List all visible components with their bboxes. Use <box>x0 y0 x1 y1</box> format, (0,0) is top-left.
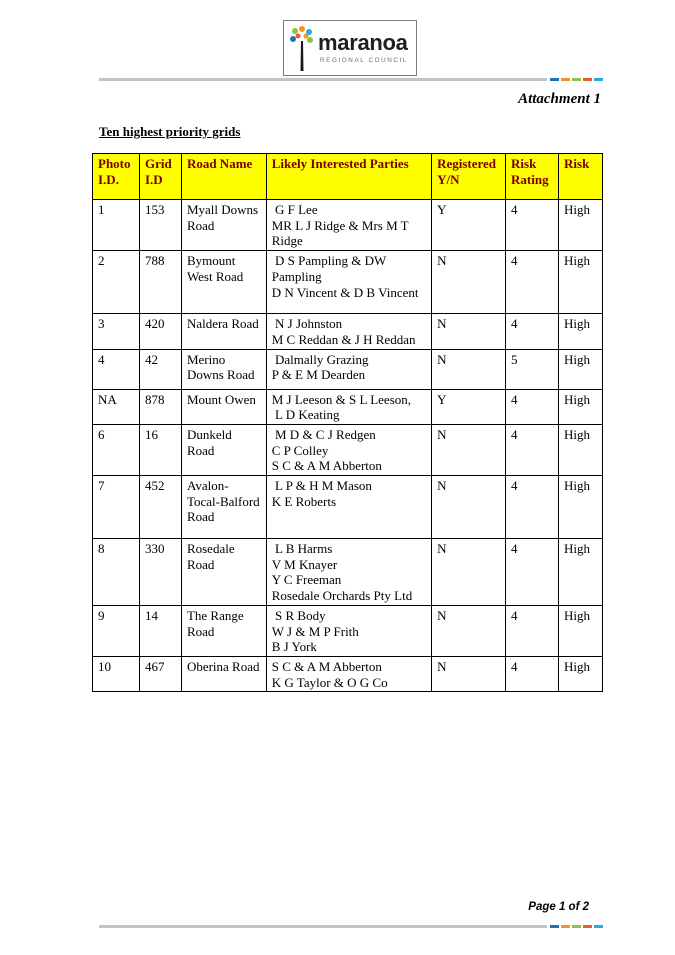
cell-grid-id: 452 <box>139 476 181 539</box>
party-name: G F Lee <box>271 202 318 217</box>
cell-grid-id: 14 <box>139 605 181 656</box>
cell-photo-id: 3 <box>93 314 140 349</box>
accent-dash <box>594 925 603 928</box>
cell-parties <box>266 476 431 539</box>
logo-subtitle: REGIONAL COUNCIL <box>320 57 408 64</box>
cell-grid-id: 467 <box>139 656 181 691</box>
cell-photo-id: 9 <box>93 605 140 656</box>
table-row <box>93 349 603 389</box>
party-name: L P & H M Mason <box>271 478 372 494</box>
page-number: Page 1 of 2 <box>528 901 589 913</box>
cell-grid-id: 153 <box>139 200 181 251</box>
party-name: M C Reddan & J H Reddan <box>271 331 416 347</box>
cell-photo-id: NA <box>93 389 140 424</box>
table-row <box>93 656 603 691</box>
priority-grids-table <box>92 153 603 692</box>
cell-parties <box>266 605 431 656</box>
accent-dash <box>550 925 559 928</box>
cell-risk: High <box>559 251 603 314</box>
accent-dash <box>550 78 559 81</box>
cell-parties <box>266 200 431 251</box>
cell-photo-id: 2 <box>93 251 140 314</box>
cell-risk-rating: 4 <box>506 605 559 656</box>
party-name: K E Roberts <box>271 493 337 509</box>
accent-dash <box>572 925 581 928</box>
cell-photo-id: 8 <box>93 539 140 606</box>
cell-registered: Y <box>432 389 506 424</box>
cell-road-name: Bymount West Road <box>181 251 266 314</box>
cell-risk: High <box>559 539 603 606</box>
cell-road-name: Merino Downs Road <box>181 349 266 389</box>
accent-dash <box>583 78 592 81</box>
cell-registered: Y <box>432 200 506 251</box>
header-registered: Registered Y/N <box>432 154 506 200</box>
cell-grid-id: 42 <box>139 349 181 389</box>
table-body <box>93 200 603 692</box>
cell-photo-id: 7 <box>93 476 140 539</box>
cell-parties <box>266 349 431 389</box>
section-heading: Ten highest priority grids <box>99 124 241 139</box>
cell-grid-id: 788 <box>139 251 181 314</box>
accent-dash <box>583 925 592 928</box>
cell-parties <box>266 314 431 349</box>
cell-photo-id: 4 <box>93 349 140 389</box>
party-name: M J Leeson & S L Leeson, <box>271 391 411 407</box>
cell-registered: N <box>432 251 506 314</box>
party-name: B J York <box>271 639 317 655</box>
table-row <box>93 200 603 251</box>
cell-grid-id: 330 <box>139 539 181 606</box>
council-logo <box>283 20 417 76</box>
cell-risk-rating: 4 <box>506 200 559 251</box>
cell-grid-id: 878 <box>139 389 181 424</box>
party-name: S C & A M Abberton <box>271 658 382 674</box>
table-row <box>93 476 603 539</box>
cell-road-name: Dunkeld Road <box>181 424 266 475</box>
party-name: Y C Freeman <box>271 572 342 588</box>
cell-road-name: Avalon-Tocal-Balford Road <box>181 476 266 539</box>
table-row <box>93 251 603 314</box>
party-name: M D & C J Redgen <box>271 426 376 442</box>
accent-dash <box>561 78 570 81</box>
header-photo-id: Photo I.D. <box>93 154 140 200</box>
accent-dash <box>561 925 570 928</box>
cell-photo-id: 1 <box>93 200 140 251</box>
cell-registered: N <box>432 314 506 349</box>
party-name: L D Keating <box>271 407 340 423</box>
cell-grid-id: 420 <box>139 314 181 349</box>
cell-photo-id: 6 <box>93 424 140 475</box>
cell-risk: High <box>559 389 603 424</box>
party-name: P & E M Dearden <box>271 367 366 383</box>
party-name: C P Colley <box>271 442 329 458</box>
cell-road-name: Oberina Road <box>181 656 266 691</box>
cell-risk: High <box>559 200 603 251</box>
cell-road-name: Mount Owen <box>181 389 266 424</box>
table-row <box>93 605 603 656</box>
cell-risk-rating: 4 <box>506 389 559 424</box>
cell-parties <box>266 389 431 424</box>
header-risk: Risk <box>559 154 603 200</box>
cell-risk: High <box>559 656 603 691</box>
cell-risk: High <box>559 605 603 656</box>
header-grid-id: Grid I.D <box>139 154 181 200</box>
accent-dash <box>594 78 603 81</box>
cell-grid-id: 16 <box>139 424 181 475</box>
party-name: L B Harms <box>271 541 333 557</box>
party-name: W J & M P Frith <box>271 623 359 639</box>
table-row <box>93 424 603 475</box>
cell-registered: N <box>432 349 506 389</box>
cell-risk: High <box>559 476 603 539</box>
cell-registered: N <box>432 476 506 539</box>
cell-parties <box>266 539 431 606</box>
party-name: S C & A M Abberton <box>271 458 382 474</box>
party-name: K G Taylor & O G Co <box>271 674 388 690</box>
cell-risk: High <box>559 349 603 389</box>
cell-road-name: Rosedale Road <box>181 539 266 606</box>
cell-road-name: Naldera Road <box>181 314 266 349</box>
attachment-label: Attachment 1 <box>518 91 601 107</box>
party-name: D N Vincent & D B Vincent <box>271 284 419 300</box>
party-name: Dalmally Grazing <box>271 351 369 367</box>
header-road-name: Road Name <box>181 154 266 200</box>
cell-parties <box>266 424 431 475</box>
cell-registered: N <box>432 539 506 606</box>
table-header-row <box>93 154 603 200</box>
cell-risk-rating: 4 <box>506 314 559 349</box>
tree-logo-icon <box>288 25 316 73</box>
cell-risk-rating: 4 <box>506 656 559 691</box>
cell-risk-rating: 4 <box>506 424 559 475</box>
party-name: V M Knayer <box>271 556 338 572</box>
party-name: Rosedale Orchards Pty Ltd <box>271 588 413 604</box>
cell-parties <box>266 251 431 314</box>
header-risk-rating: Risk Rating <box>506 154 559 200</box>
logo-wordmark: maranoa <box>318 30 408 55</box>
table-row <box>93 389 603 424</box>
cell-risk-rating: 5 <box>506 349 559 389</box>
party-name: S R Body <box>271 607 326 623</box>
cell-parties <box>266 656 431 691</box>
table-row <box>93 314 603 349</box>
cell-risk-rating: 4 <box>506 476 559 539</box>
cell-registered: N <box>432 656 506 691</box>
cell-risk-rating: 4 <box>506 539 559 606</box>
cell-registered: N <box>432 424 506 475</box>
cell-road-name: The Range Road <box>181 605 266 656</box>
cell-road-name: Myall Downs Road <box>181 200 266 251</box>
party-name: N J Johnston <box>271 316 343 332</box>
footer-rule <box>99 925 547 928</box>
table-row <box>93 539 603 606</box>
header-interested-parties: Likely Interested Parties <box>266 154 431 200</box>
accent-dash <box>572 78 581 81</box>
cell-registered: N <box>432 605 506 656</box>
header-rule <box>99 78 547 81</box>
cell-risk: High <box>559 314 603 349</box>
party-name: D S Pampling & DW Pampling <box>271 253 390 284</box>
cell-risk-rating: 4 <box>506 251 559 314</box>
party-name: MR L J Ridge & Mrs M T Ridge <box>271 217 412 249</box>
cell-photo-id: 10 <box>93 656 140 691</box>
cell-risk: High <box>559 424 603 475</box>
